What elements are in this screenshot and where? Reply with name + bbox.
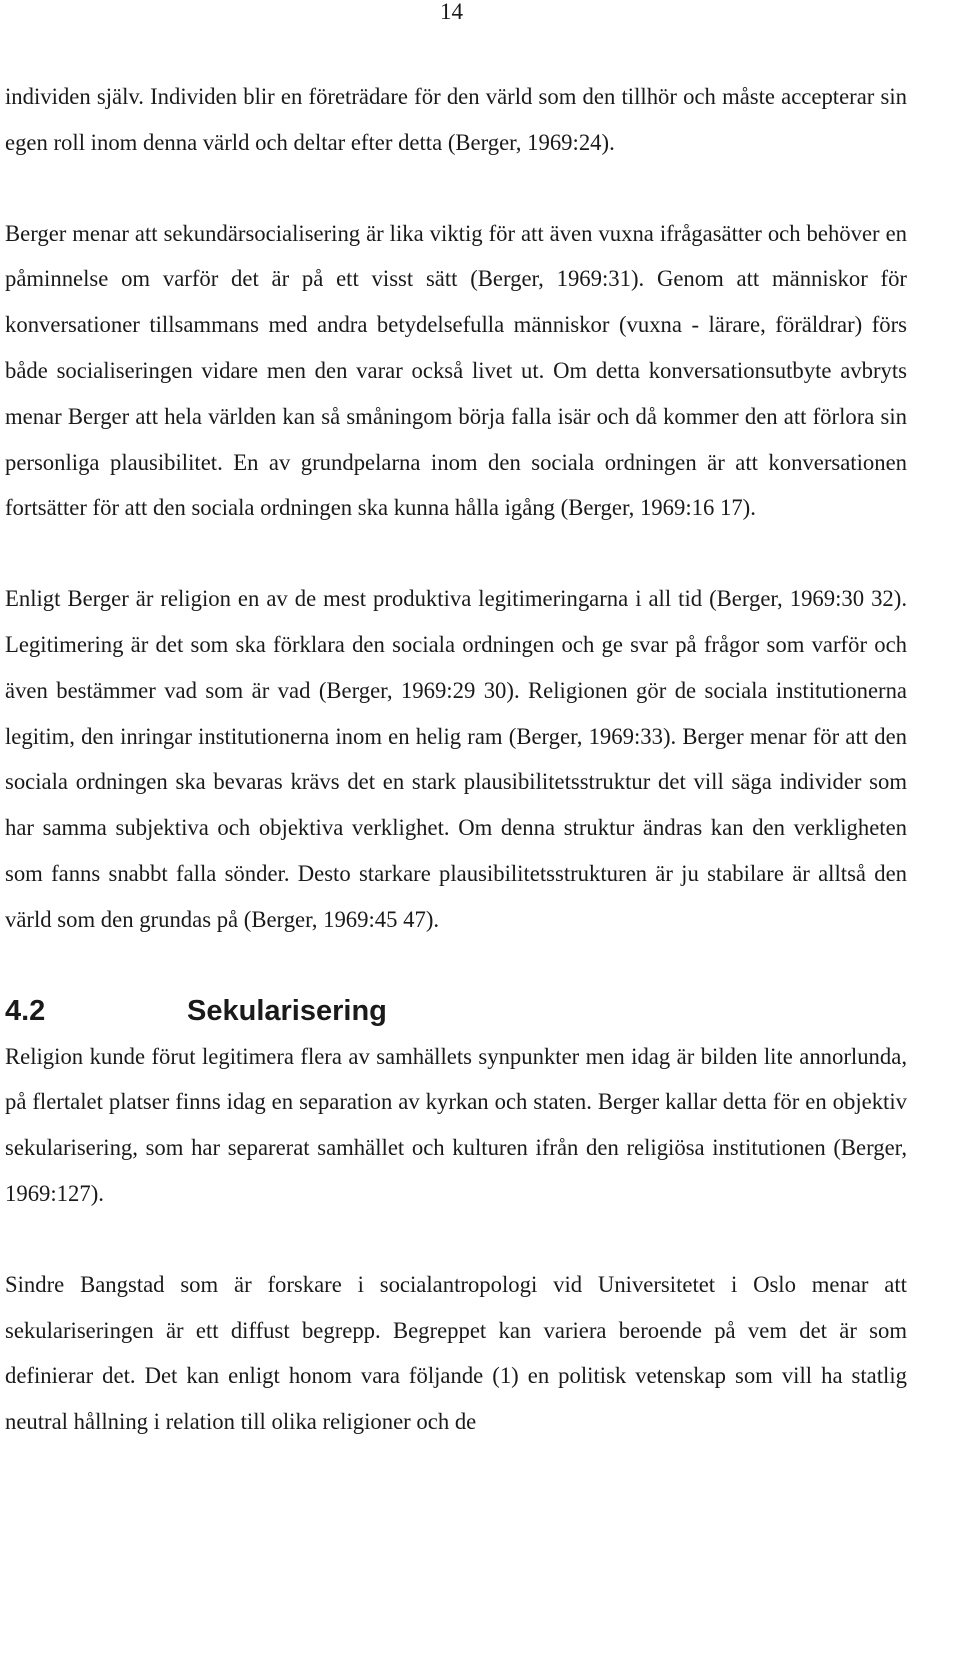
section-heading (5, 991, 907, 1031)
paragraph: Enligt Berger är religion en av de mest produktiva legitimeringarna i all tid (Berger, 1969:30 32). Legitimering är det som ska förklara den sociala ordningen och ge svar på frågor som varför och även bestämmer vad som är vad (Berger, 1969:29 30). Religionen gör de sociala institutionerna legitim, den inringar institutionerna inom en helig ram (Berger, 1969:33). Berger menar för att den sociala ordningen ska bevaras krävs det en stark plausibilitetsstruktur det vill säga individer som har samma subjektiva och objektiva verklighet. Om denna struktur ändras kan den verkligheten som fanns snabbt falla sönder. Desto starkare plausibilitetsstrukturen är ju stabilare är alltså den värld som den grundas på (Berger, 1969:45 47). (5, 586, 907, 932)
section-title: Sekularisering (187, 994, 387, 1027)
paragraph: Sindre Bangstad som är forskare i socialantropologi vid Universitetet i Oslo menar att sekulariseringen är ett diffust begrepp. Begreppet kan variera beroende på vem det är som definierar det. Det kan enligt honom vara följande (1) en politisk vetenskap som vill ha statlig neutral hållning i relation till olika religioner och de (5, 1271, 907, 1435)
section-number: 4.2 (5, 994, 46, 1027)
paragraph: Berger menar att sekundärsocialisering är lika viktig för att även vuxna ifrågasätter och behöver en påminnelse om varför det är på ett visst sätt (Berger, 1969:31). Genom att människor för konversationer tillsammans med andra betydelsefulla människor (vuxna - lärare, föräldrar) förs både socialiseringen vidare men den varar också livet ut. Om detta konversationsutbyte avbryts menar Berger att hela världen kan så småningom börja falla isär och då kommer den att förlora sin personliga plausibilitet. En av grundpelarna inom den sociala ordningen är att konversationen fortsätter för att den sociala ordningen ska kunna hålla igång (Berger, 1969:16 17). (5, 220, 907, 521)
paragraph: Religion kunde förut legitimera flera av samhällets synpunkter men idag är bilden lite annorlunda, på flertalet platser finns idag en separation av kyrkan och staten. Berger kallar detta för en objektiv sekularisering, som har separerat samhället och kulturen ifrån den religiösa institutionen (Berger, 1969:127). (5, 1043, 907, 1206)
document-body (5, 74, 907, 1445)
paragraph: individen själv. Individen blir en företrädare för den värld som den tillhör och måste accepterar sin egen roll inom denna värld och deltar efter detta (Berger, 1969:24). (5, 84, 907, 155)
page-number: 14 (440, 0, 463, 24)
